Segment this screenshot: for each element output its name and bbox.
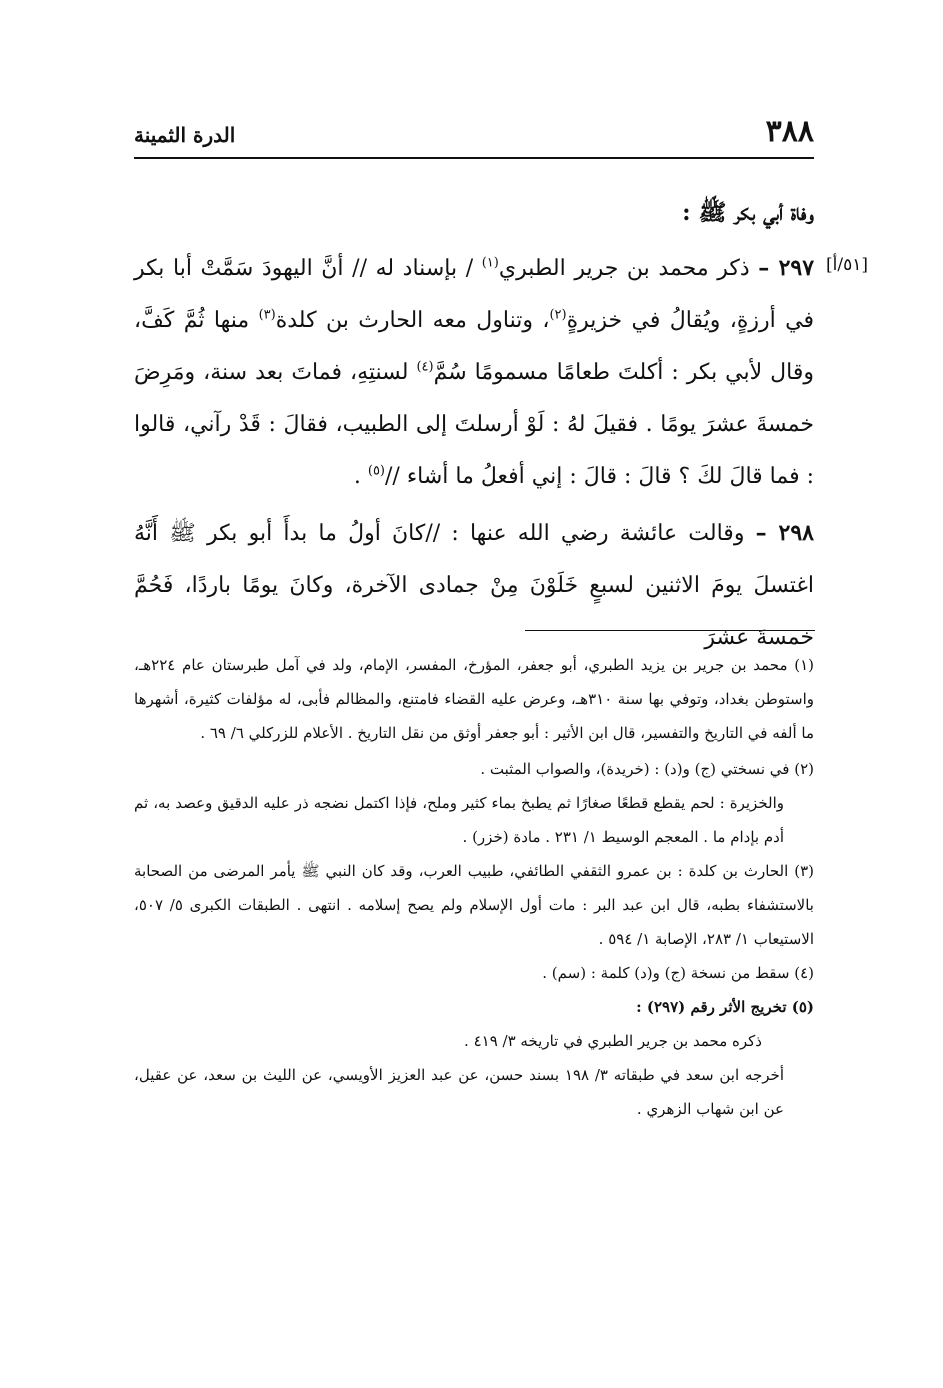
section-heading: وفاة أبي بكر ﷺ :: [682, 199, 814, 226]
paragraph-text: / بإسناد له // أنَّ اليهودَ سَمَّتْ أبا بكر في أرزةٍ، ويُقالُ في خزيرةٍ: [134, 256, 814, 333]
paragraph-text: وقالت عائشة رضي الله عنها : //كانَ أولُ ما بدأَ أبو بكر ﷺ أَنَّهُ اغتسلَ يومَ الاثنين لسبعٍ خَلَوْنَ مِنْ جمادى الآخرة، وكانَ يومًا باردًا، فَحُمَّ خمسةَ عشرَ: [134, 521, 814, 650]
running-header: [134, 112, 814, 156]
footnote-2-note: والخزيرة : لحم يقطع قطعًا صغارًا ثم يطبخ بماء كثير وملح، فإذا اكتمل نضجه ذر عليه الدقيق وعصد به، ثم أدم بإدام ما . المعجم الوسيط ١/ ٢٣١ . مادة (خزر) .: [134, 794, 784, 846]
footnote-3: (٣) الحارث بن كلدة : بن عمرو الثقفي الطائفي، طبيب العرب، وقد كان النبي ﷺ يأمر المرضى من الصحابة بالاستشفاء بطبه، قال ابن عبد البر : مات أول الإسلام ولم يصح إسلامه . انتهى . الطبقات الكبرى ٥/ ٥٠٧، الاستيعاب ١/ ٢٨٣، الإصابة ١/ ٥٩٤ .: [134, 862, 814, 948]
paragraph-text: لسنتِهِ، فماتَ بعد سنة، ومَرِضَ خمسةَ عشرَ يومًا . فقيلَ لهُ : لَوْ أرسلتَ إلى الطبيب، فقالَ : قَدْ رآني، قالوا : فما قالَ لكَ ؟ قالَ : قالَ : إني أفعلُ ما أشاء //: [134, 360, 814, 489]
paragraph-number: ٢٩٨ –: [755, 520, 814, 546]
paragraph-text: ، وتناول معه الحارث بن كلدة: [275, 308, 550, 333]
paragraph-297: [134, 242, 814, 503]
page-number: ٣٨٨: [765, 114, 814, 149]
paragraph-298: [134, 507, 814, 664]
footnote-2: (٢) في نسختي (ج) و(د) : (خريدة)، والصواب المثبت .: [480, 760, 814, 778]
header-rule: [134, 157, 814, 159]
footnote-5-title: (٥) تخريج الأثر رقم (٢٩٧) :: [636, 998, 814, 1016]
footnote-4: (٤) سقط من نسخة (ج) و(د) كلمة : (سم) .: [542, 964, 814, 982]
footnote-separator: [525, 630, 815, 631]
footnote-marker: (٤): [416, 359, 434, 375]
paragraph-number: ٢٩٧ –: [758, 255, 815, 281]
footnote-marker: (٣): [258, 307, 276, 323]
footnote-5-line-a: ذكره محمد بن جرير الطبري في تاريخه ٣/ ٤١٩ .: [464, 1032, 762, 1050]
main-text: [134, 190, 814, 664]
book-title: الدرة الثمينة: [134, 123, 236, 147]
footnote-marker: (٥): [367, 463, 385, 479]
footnote-marker: (١): [481, 255, 499, 271]
footnotes: [134, 648, 814, 1126]
paragraph-text: منها ثُمَّ كَفَّ، وقال لأبي بكر : أكلتَ طعامًا مسمومًا سُمَّ: [134, 308, 814, 385]
manuscript-folio-reference: [٥١/أ]: [826, 255, 868, 275]
footnote-1: (١) محمد بن جرير بن يزيد الطبري، أبو جعفر، المؤرخ، المفسر، الإمام، ولد في آمل طبرستان عام ٢٢٤هـ، واستوطن بغداد، وتوفي بها سنة ٣١٠هـ، وعرض عليه القضاء فامتنع، والمظالم فأبى، له مؤلفات كثيرة، أشهرها ما ألفه في التاريخ والتفسير، قال ابن الأثير : أبو جعفر أوثق من نقل التاريخ . الأعلام للزركلي ٦/ ٦٩ .: [134, 656, 814, 742]
footnote-marker: (٢): [549, 307, 567, 323]
paragraph-text: .: [353, 464, 368, 489]
footnote-5-line-b: أخرجه ابن سعد في طبقاته ٣/ ١٩٨ بسند حسن، عن عبد العزيز الأويسي، عن الليث بن سعد، عن عقيل، عن ابن شهاب الزهري .: [134, 1066, 784, 1118]
paragraph-text: ذكر محمد بن جرير الطبري: [498, 256, 759, 281]
